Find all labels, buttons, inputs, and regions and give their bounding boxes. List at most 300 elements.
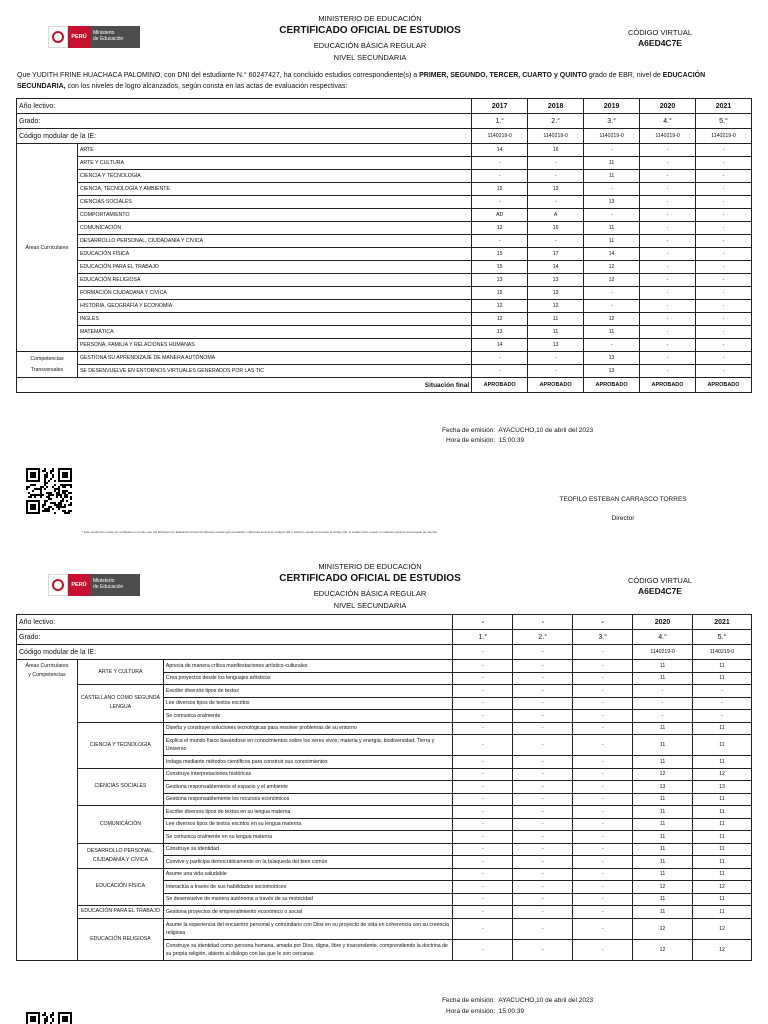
grade-cell: 12 xyxy=(693,918,752,939)
code-row-cell: 1140219-0 xyxy=(528,129,584,144)
grade-row-cell: 1.° xyxy=(472,114,528,129)
grade-cell: - xyxy=(696,222,752,235)
grade-cell: 12 xyxy=(633,939,693,960)
grade-row-cell: 4.° xyxy=(640,114,696,129)
competency-name: GESTIONA SU APRENDIZAJE DE MANERA AUTÓNOMA xyxy=(77,352,471,365)
year-row xyxy=(17,99,752,114)
education-level: NIVEL SECUNDARIA xyxy=(333,53,407,62)
grade-cell: - xyxy=(573,722,633,735)
grade-cell: - xyxy=(513,893,573,906)
grade-cell: 17 xyxy=(528,248,584,261)
grade-cell: 11 xyxy=(528,326,584,339)
grade-cell: - xyxy=(528,352,584,365)
grade-cell: - xyxy=(513,768,573,781)
grade-cell: - xyxy=(573,906,633,919)
grade-cell: 11 xyxy=(693,722,752,735)
ministry-name: MINISTERIO DE EDUCACIÓN xyxy=(318,14,422,23)
grade-cell: 12 xyxy=(472,313,528,326)
grade-cell: - xyxy=(453,697,513,710)
grade-cell: - xyxy=(453,756,513,769)
competency-name: Gestiona responsablemente el espacio y el ambiente xyxy=(163,781,453,794)
competency-name: Gestiona proyectos de emprendimiento económico o social xyxy=(163,906,453,919)
grade-cell: - xyxy=(573,893,633,906)
grade-cell: - xyxy=(528,196,584,209)
grade-cell: - xyxy=(696,313,752,326)
grade-cell: - xyxy=(453,685,513,698)
area-name: CIENCIA Y TECNOLOGÍA xyxy=(77,722,163,768)
grade-cell: 11 xyxy=(693,893,752,906)
grade-cell: - xyxy=(633,710,693,723)
area-name: INGLÉS xyxy=(77,313,471,326)
grade-cell: 11 xyxy=(693,868,752,881)
grade-cell: - xyxy=(584,209,640,222)
competency-name: Gestiona responsablemente los recursos económicos xyxy=(163,793,453,806)
grade-cell: - xyxy=(453,806,513,819)
area-row xyxy=(17,183,752,196)
grade-cell: 11 xyxy=(633,843,693,856)
virtual-code: A6ED4C7E xyxy=(638,38,682,48)
grade-cell: - xyxy=(453,881,513,894)
competency-row xyxy=(17,918,752,939)
grade-cell: 11 xyxy=(693,856,752,869)
grade-cell: - xyxy=(696,365,752,378)
logo-country: PERÚ xyxy=(68,574,90,596)
year-row-label: Año lectivo: xyxy=(17,615,453,630)
grade-cell: - xyxy=(453,831,513,844)
signer-role: Director xyxy=(611,515,635,522)
competency-row xyxy=(17,352,752,365)
competency-name: Escribe diversos tipos de textos en su lengua materna xyxy=(163,806,453,819)
competency-name: Construye interpretaciones históricas xyxy=(163,768,453,781)
area-name: MATEMÁTICA xyxy=(77,326,471,339)
grade-row-cell: 2.° xyxy=(528,114,584,129)
grade-cell: - xyxy=(696,157,752,170)
grade-cell: 12 xyxy=(633,768,693,781)
grade-cell: - xyxy=(513,843,573,856)
areas-label: Áreas Curriculares xyxy=(17,144,78,352)
grade-cell: - xyxy=(696,144,752,157)
grade-cell: 14 xyxy=(472,339,528,352)
grade-cell: 11 xyxy=(584,222,640,235)
grade-cell: 11 xyxy=(633,856,693,869)
grade-cell: A xyxy=(528,209,584,222)
grade-cell: - xyxy=(584,183,640,196)
grade-cell: - xyxy=(584,339,640,352)
grade-row-cell: 4.° xyxy=(633,630,693,645)
area-row xyxy=(17,222,752,235)
grade-cell: 13 xyxy=(584,365,640,378)
grade-cell: 13 xyxy=(528,274,584,287)
grade-row-cell: 3.° xyxy=(573,630,633,645)
grade-cell: AD xyxy=(472,209,528,222)
grade-cell: - xyxy=(453,710,513,723)
grade-cell: - xyxy=(513,818,573,831)
grade-cell: - xyxy=(573,672,633,685)
emission-date: Fecha de emisión: AYACUCHO,10 de abril del 2023 xyxy=(442,427,594,434)
grade-cell: - xyxy=(696,339,752,352)
grade-cell: - xyxy=(640,274,696,287)
grade-cell: - xyxy=(696,287,752,300)
grade-cell: - xyxy=(573,793,633,806)
competency-name: Explica el mundo físico basándose en conocimientos sobre los seres vivos; materia y energía; biodiversidad, Tierra y Universo xyxy=(163,735,453,756)
year-row-cell: 2020 xyxy=(633,615,693,630)
grade-cell: - xyxy=(573,831,633,844)
competency-row xyxy=(17,722,752,735)
grade-row-cell: 2.° xyxy=(513,630,573,645)
competency-row xyxy=(17,843,752,856)
grade-cell: 11 xyxy=(633,868,693,881)
area-name: CIENCIA Y TECNOLOGÍA xyxy=(77,170,471,183)
area-name: DESARROLLO PERSONAL, CIUDADANÍA Y CÍVICA xyxy=(77,843,163,868)
grade-cell: - xyxy=(696,274,752,287)
area-row xyxy=(17,313,752,326)
grade-row-cell: 1.° xyxy=(453,630,513,645)
grade-cell: - xyxy=(513,856,573,869)
grade-cell: - xyxy=(640,365,696,378)
competency-name: Lee diversos tipos de textos escritos en su lengua materna xyxy=(163,818,453,831)
grade-cell: - xyxy=(640,352,696,365)
grade-cell: - xyxy=(640,157,696,170)
emission-time: Hora de emisión: 15:00:39 xyxy=(446,1008,525,1015)
competency-row xyxy=(17,806,752,819)
grade-cell: 12 xyxy=(693,768,752,781)
competency-row xyxy=(17,660,752,673)
grade-cell: 11 xyxy=(693,906,752,919)
grade-cell: - xyxy=(640,261,696,274)
grade-cell: - xyxy=(573,918,633,939)
competency-row xyxy=(17,685,752,698)
year-row-cell: 2021 xyxy=(693,615,752,630)
grade-cell: 11 xyxy=(633,722,693,735)
grade-cell: 11 xyxy=(693,831,752,844)
grade-cell: - xyxy=(640,222,696,235)
area-row xyxy=(17,261,752,274)
grade-cell: - xyxy=(453,939,513,960)
grade-cell: - xyxy=(513,881,573,894)
grade-cell: - xyxy=(453,918,513,939)
area-name: PERSONA, FAMILIA Y RELACIONES HUMANAS xyxy=(77,339,471,352)
grade-cell: 11 xyxy=(584,326,640,339)
grade-cell: - xyxy=(453,735,513,756)
grade-cell: 13 xyxy=(693,781,752,794)
area-row xyxy=(17,248,752,261)
grade-cell: 13 xyxy=(528,183,584,196)
grade-cell: - xyxy=(573,768,633,781)
grade-cell: - xyxy=(453,722,513,735)
area-name: EDUCACIÓN RELIGIOSA xyxy=(77,918,163,960)
grade-cell: - xyxy=(696,209,752,222)
year-row-cell: - xyxy=(573,615,633,630)
area-name: EDUCACIÓN FÍSICA xyxy=(77,248,471,261)
grade-cell: 11 xyxy=(633,793,693,806)
year-row-cell: 2021 xyxy=(696,99,752,114)
virtual-code-label: CÓDIGO VIRTUAL xyxy=(627,28,693,37)
grade-cell: - xyxy=(640,209,696,222)
grade-cell: - xyxy=(693,697,752,710)
grade-cell: - xyxy=(584,144,640,157)
grade-cell: - xyxy=(513,722,573,735)
grade-cell: - xyxy=(453,768,513,781)
grade-cell: - xyxy=(513,793,573,806)
minedu-logo xyxy=(48,574,140,596)
grade-cell: - xyxy=(640,339,696,352)
grade-cell: - xyxy=(640,300,696,313)
grade-cell: - xyxy=(513,806,573,819)
qr-code xyxy=(26,1012,72,1024)
competency-name: Aprecia de manera crítica manifestaciones artístico-culturales xyxy=(163,660,453,673)
grade-cell: 11 xyxy=(584,157,640,170)
competency-row xyxy=(17,868,752,881)
year-row-cell: 2017 xyxy=(472,99,528,114)
area-row xyxy=(17,339,752,352)
grade-cell: - xyxy=(513,918,573,939)
grade-cell: 13 xyxy=(633,781,693,794)
situation-cell: APROBADO xyxy=(640,378,696,393)
grade-cell: - xyxy=(640,326,696,339)
grade-cell: - xyxy=(640,248,696,261)
grade-cell: - xyxy=(472,235,528,248)
area-name: EDUCACIÓN FÍSICA xyxy=(77,868,163,906)
grade-cell: - xyxy=(513,710,573,723)
grade-cell: 11 xyxy=(633,806,693,819)
area-name: CASTELLANO COMO SEGUNDA LENGUA xyxy=(77,685,163,723)
area-row xyxy=(17,326,752,339)
area-row xyxy=(17,274,752,287)
grade-cell: - xyxy=(513,672,573,685)
code-row-label: Código modular de la IE: xyxy=(17,129,472,144)
competency-name: Lee diversos tipos de textos escritos xyxy=(163,697,453,710)
situation-cell: APROBADO xyxy=(584,378,640,393)
grade-cell: 11 xyxy=(693,818,752,831)
grade-cell: 11 xyxy=(693,806,752,819)
code-row-cell: 1140219-0 xyxy=(693,645,752,660)
code-row-cell: 1140219-0 xyxy=(472,129,528,144)
grade-cell: - xyxy=(696,196,752,209)
grade-cell: 13 xyxy=(584,352,640,365)
grade-cell: - xyxy=(513,831,573,844)
area-row xyxy=(17,144,752,157)
competency-name: Interactúa a través de sus habilidades sociomotrices xyxy=(163,881,453,894)
grade-cell: - xyxy=(633,685,693,698)
grade-cell: 11 xyxy=(693,672,752,685)
grade-cell: - xyxy=(696,326,752,339)
area-name: EDUCACIÓN PARA EL TRABAJO xyxy=(77,906,163,919)
signer-name: TEOFILO ESTEBAN CARRASCO TORRES xyxy=(559,496,687,503)
grade-cell: 11 xyxy=(693,843,752,856)
grade-cell: - xyxy=(573,939,633,960)
competency-name: Escribe diversos tipos de textos xyxy=(163,685,453,698)
area-name: EDUCACIÓN RELIGIOSA xyxy=(77,274,471,287)
competency-name: Construye su identidad como persona humana, amada por Dios, digna, libre y trascendente, comprendiendo la doctrina de su propia religión, abierto al diálogo con las que le son cercanas xyxy=(163,939,453,960)
area-name: DESARROLLO PERSONAL, CIUDADANÍA Y CÍVICA xyxy=(77,235,471,248)
grade-cell: 11 xyxy=(633,906,693,919)
grade-cell: - xyxy=(513,756,573,769)
area-row xyxy=(17,300,752,313)
area-row xyxy=(17,287,752,300)
competency-name: SE DESENVUELVE EN ENTORNOS VIRTUALES GENERADOS POR LAS TIC xyxy=(77,365,471,378)
grade-cell: - xyxy=(696,352,752,365)
grade-row-cell: 3.° xyxy=(584,114,640,129)
grade-cell: - xyxy=(472,170,528,183)
grade-cell: 11 xyxy=(633,893,693,906)
year-row-label: Año lectivo: xyxy=(17,99,472,114)
area-name: CIENCIAS SOCIALES xyxy=(77,768,163,806)
code-row-cell: - xyxy=(453,645,513,660)
grade-cell: - xyxy=(640,196,696,209)
education-type: EDUCACIÓN BÁSICA REGULAR xyxy=(313,41,427,50)
grade-cell: - xyxy=(696,235,752,248)
code-row-cell: 1140219-0 xyxy=(696,129,752,144)
area-name: CIENCIA, TECNOLOGÍA Y AMBIENTE xyxy=(77,183,471,196)
code-row xyxy=(17,129,752,144)
code-row-cell: - xyxy=(513,645,573,660)
grade-cell: 14 xyxy=(584,248,640,261)
grade-cell: - xyxy=(584,300,640,313)
competencies-label: Competencias Transversales xyxy=(17,352,78,378)
code-row-cell: 1140219-0 xyxy=(633,645,693,660)
grade-cell: 12 xyxy=(528,300,584,313)
situation-cell: APROBADO xyxy=(696,378,752,393)
grade-cell: 11 xyxy=(693,793,752,806)
grade-cell: - xyxy=(513,781,573,794)
situation-row xyxy=(17,378,752,393)
grade-cell: 12 xyxy=(584,261,640,274)
emission-time: Hora de emisión: 15:00:39 xyxy=(446,437,525,444)
grade-cell: 15 xyxy=(472,248,528,261)
grade-cell: - xyxy=(453,672,513,685)
grade-cell: 11 xyxy=(693,756,752,769)
situation-cell: APROBADO xyxy=(528,378,584,393)
situation-cell: APROBADO xyxy=(472,378,528,393)
grade-cell: 12 xyxy=(472,222,528,235)
grade-cell: 12 xyxy=(693,881,752,894)
grade-cell: - xyxy=(573,735,633,756)
grade-row-label: Grado: xyxy=(17,114,472,129)
grade-cell: 15 xyxy=(472,261,528,274)
grade-cell: - xyxy=(472,365,528,378)
grade-cell: - xyxy=(513,939,573,960)
area-row xyxy=(17,170,752,183)
qr-code xyxy=(26,468,72,514)
grade-cell: - xyxy=(696,261,752,274)
grade-cell: 11 xyxy=(633,660,693,673)
year-row-cell: 2018 xyxy=(528,99,584,114)
grade-cell: - xyxy=(453,660,513,673)
grade-cell: - xyxy=(453,793,513,806)
logo-ministry: Ministerio de Educación xyxy=(90,26,140,48)
grade-cell: 13 xyxy=(528,287,584,300)
area-name: COMUNICACIÓN xyxy=(77,806,163,844)
grade-cell: - xyxy=(453,893,513,906)
grade-cell: - xyxy=(513,660,573,673)
area-name: EDUCACIÓN PARA EL TRABAJO xyxy=(77,261,471,274)
grade-cell: 12 xyxy=(584,274,640,287)
grade-cell: - xyxy=(453,906,513,919)
minedu-logo xyxy=(48,26,140,48)
competency-name: Asume la experiencia del encuentro personal y comunitario con Dios en su proyecto de vida en coherencia con su creencia religiosa xyxy=(163,918,453,939)
grade-cell: - xyxy=(696,248,752,261)
grade-cell: - xyxy=(472,196,528,209)
competency-row xyxy=(17,768,752,781)
grade-cell: - xyxy=(640,287,696,300)
grade-cell: - xyxy=(528,365,584,378)
grade-cell: 15 xyxy=(472,287,528,300)
grade-row-cell: 5.° xyxy=(696,114,752,129)
grade-row-label: Grado: xyxy=(17,630,453,645)
coat-of-arms-icon xyxy=(48,26,68,48)
competency-name: Diseña y construye soluciones tecnológicas para resolver problemas de su entorno xyxy=(163,722,453,735)
area-row xyxy=(17,157,752,170)
grade-cell: 12 xyxy=(693,939,752,960)
grade-cell: - xyxy=(453,781,513,794)
code-row-cell: 1140219-0 xyxy=(584,129,640,144)
grade-cell: - xyxy=(528,170,584,183)
grade-cell: - xyxy=(573,818,633,831)
area-row xyxy=(17,209,752,222)
competency-name: Asume una vida saludable xyxy=(163,868,453,881)
competency-row xyxy=(17,365,752,378)
grade-cell: - xyxy=(693,710,752,723)
grade-cell: - xyxy=(640,313,696,326)
areas-label: Áreas Curriculares y Competencias xyxy=(17,660,78,961)
grade-cell: - xyxy=(472,352,528,365)
area-name: ARTE Y CULTURA xyxy=(77,157,471,170)
grade-cell: 12 xyxy=(584,313,640,326)
area-name: ARTE Y CULTURA xyxy=(77,660,163,685)
area-name: HISTORIA, GEOGRAFÍA Y ECONOMÍA xyxy=(77,300,471,313)
grade-cell: 11 xyxy=(633,756,693,769)
logo-ministry: Ministerio de Educación xyxy=(90,574,140,596)
grade-row-cell: 5.° xyxy=(693,630,752,645)
virtual-code: A6ED4C7E xyxy=(638,586,682,596)
document-title: CERTIFICADO OFICIAL DE ESTUDIOS xyxy=(279,573,461,584)
code-row-cell: - xyxy=(573,645,633,660)
grade-cell: - xyxy=(633,697,693,710)
virtual-code-label: CÓDIGO VIRTUAL xyxy=(627,576,693,585)
grade-cell: - xyxy=(573,881,633,894)
grade-cell: - xyxy=(573,806,633,819)
grade-cell: - xyxy=(573,756,633,769)
grade-cell: - xyxy=(573,710,633,723)
grade-cell: - xyxy=(640,170,696,183)
area-name: CIENCIAS SOCIALES xyxy=(77,196,471,209)
competency-row xyxy=(17,906,752,919)
grade-cell: 11 xyxy=(693,735,752,756)
grades-table-1 xyxy=(16,98,752,393)
grade-cell: 12 xyxy=(472,300,528,313)
ministry-name: MINISTERIO DE EDUCACIÓN xyxy=(318,562,422,571)
grade-cell: - xyxy=(573,856,633,869)
emission-date: Fecha de emisión: AYACUCHO,10 de abril del 2023 xyxy=(442,997,594,1004)
competency-name: Indaga mediante métodos científicos para construir sus conocimientos xyxy=(163,756,453,769)
certificate-intro: Que YUDITH FRINE HUACHACA PALOMINO, con DNI del estudiante N.° 60247427, ha concluido estudios correspondiente(s) a PRIMER, SEGUNDO, TERCER, CUARTO y QUINTO grado de EBR, nivel de EDUCACIÓN SECUNDARIA, con los niveles de logro alcanzados, según consta en las actas de evaluación respectivas: xyxy=(17,72,706,90)
grade-cell: 14 xyxy=(528,261,584,274)
grade-cell: - xyxy=(528,235,584,248)
grade-cell: - xyxy=(453,843,513,856)
year-row-cell: - xyxy=(513,615,573,630)
grade-cell: 12 xyxy=(633,918,693,939)
grade-cell: - xyxy=(453,818,513,831)
grade-cell: - xyxy=(573,697,633,710)
competency-name: Se comunica oralmente xyxy=(163,710,453,723)
grade-cell: 11 xyxy=(693,660,752,673)
code-row-label: Código modular de la IE: xyxy=(17,645,453,660)
area-name: COMUNICACIÓN xyxy=(77,222,471,235)
grade-cell: - xyxy=(453,856,513,869)
grade-cell: 13 xyxy=(584,196,640,209)
situation-label: Situación final xyxy=(17,378,472,393)
grade-cell: - xyxy=(513,735,573,756)
